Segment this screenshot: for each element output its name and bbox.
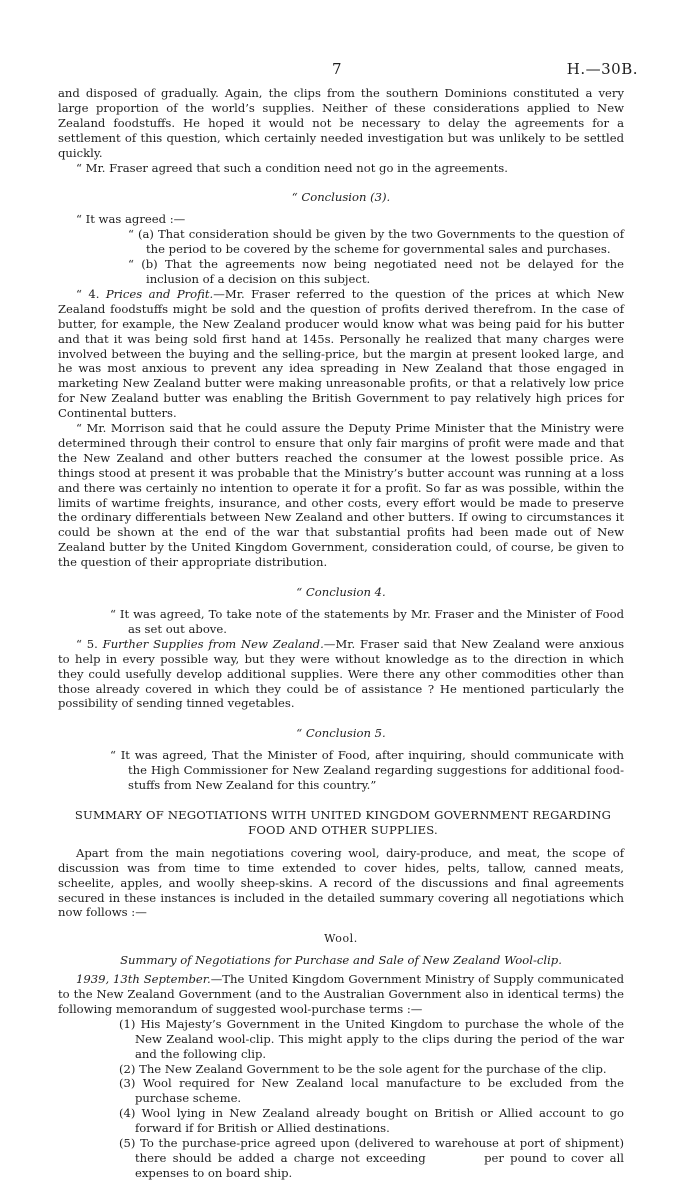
conclusion-heading: “ Conclusion 5.: [296, 726, 386, 741]
item-text: —Mr. Fraser said that New Zealand were anxious to help in every possible way, but they were without knowledge as to the direction in which they could usefully develop additional supplies. Were there any other commodities other than those already covered in which they could be of assistance ? He mentioned particularly the possibility of sending tinned vegetables.: [58, 636, 625, 711]
item-lead: “ 5.: [76, 636, 103, 651]
section-heading: SUMMARY OF NEGOTIATIONS WITH UNITED KINGDOM GOVERNMENT REGARDING FOOD AND OTHER SUPPLIES.: [74, 807, 612, 837]
paragraph: “ Mr. Fraser agreed that such a condition need not go in the agreements.: [76, 160, 508, 175]
paragraph: “ It was agreed :—: [76, 212, 186, 227]
agreement-item: “ (b) That the agreements now being negotiated need not be delayed for the inclusion of a decision on this subject.: [128, 257, 624, 286]
wool-subheading: Summary of Negotiations for Purchase and Sale of New Zealand Wool-clip.: [120, 953, 562, 968]
item-text: —The United Kingdom Government Ministry of Supply communicated to the New Zealand Government (and to the Australian Government also in identical terms) the following memorandum of suggested wool-purchase terms :—: [58, 972, 624, 1016]
paragraph: Apart from the main negotiations covering wool, dairy-produce, and meat, the scope of discussion was from time to time extended to cover hides, pelts, tallow, canned meats, scheelite, apples, and woolly sheep-skins. A record of the discussions and final agreements secured in these instances is included in the detailed summary covering all negotiations which now follows :—: [58, 845, 624, 920]
item-title: Further Supplies from New Zealand.: [102, 636, 324, 651]
list-item: (3) Wool required for New Zealand local manufacture to be excluded from the purchase scheme.: [119, 1076, 624, 1106]
paragraph: “ It was agreed, To take note of the statements by Mr. Fraser and the Minister of Food as set out above.: [110, 607, 624, 636]
document-reference: H.—30B.: [566, 60, 638, 78]
agreement-item: “ (a) That consideration should be given by the two Governments to the question of the period to be covered by the scheme for governmental sales and purchases.: [128, 227, 624, 257]
paragraph: [58, 287, 624, 421]
item-text: —Mr. Fraser referred to the question of the prices at which New Zealand foodstuffs might be sold and the question of profits derived therefrom. In the case of butter, for example, the New Zealand producer would know what was being paid for his butter and that it was being sold first hand at 145s. Personally he realized that many charges were involved between the buying and the selling-price, but the margin at present looked large, and he was most anxious to prevent any idea spreading in New Zealand that those engaged in marketing New Zealand butter were making unreasonable profits, or that a relatively low price for New Zealand butter was enabling the British Government to pay relatively high prices for Continental butters.: [58, 286, 625, 421]
wool-heading: Wool.: [324, 932, 358, 946]
paragraph: [58, 637, 624, 712]
list-item: (4) Wool lying in New Zealand already bought on British or Allied account to go forward if for British or Allied destinations.: [119, 1106, 624, 1136]
item-text: per pound to cover all expenses to on board ship.: [135, 1151, 625, 1180]
paragraph: “ Mr. Morrison said that he could assure the Deputy Prime Minister that the Ministry were determined through their control to ensure that only fair margins of profit were made and that the New Zealand and other butters reached the consumer at the lowest possible price. As things stood at present it was probable that the Ministry’s butter account was running at a loss and there was certainly no intention to operate it for a profit. So far as was possible, within the limits of wartime freights, insurance, and other costs, every effort would be made to preserve the ordinary differentials between New Zealand and other butters. If owing to circumstances it could be shown at the end of the war that substantial profits had been made out of New Zealand butter by the United Kingdom Government, consideration could, of course, be given to the question of their appropriate distribution.: [58, 421, 624, 570]
paragraph: and disposed of gradually. Again, the clips from the southern Dominions constituted a very large proportion of the world’s supplies. Neither of these considerations applied to New Zealand foodstuffs. He hoped it would not be necessary to delay the agreements for a settlement of this question, which certainly needed investigation but was unlikely to be settled quickly.: [58, 86, 624, 160]
conclusion-heading: “ Conclusion 4.: [296, 585, 386, 600]
paragraph: [58, 972, 624, 1017]
list-item: [58, 1136, 624, 1181]
item-title: Prices and Profit.: [105, 286, 214, 301]
conclusion-heading: “ Conclusion (3).: [291, 190, 391, 205]
item-text: (5) To the purchase-price agreed upon (delivered to warehouse at port of shipment) there should be added a charge not exceeding: [119, 1136, 624, 1165]
list-item: (2) The New Zealand Government to be the sole agent for the purchase of the clip.: [119, 1061, 607, 1076]
page-number: 7: [332, 60, 343, 78]
paragraph: “ It was agreed, That the Minister of Food, after inquiring, should communicate with the High Commissioner for New Zealand regarding suggestions for additional food-stuffs from New Zealand for this country.”: [110, 748, 624, 793]
list-item: (1) His Majesty’s Government in the United Kingdom to purchase the whole of the New Zealand wool-clip. This might apply to the clips during the period of the war and the following clip.: [119, 1016, 624, 1061]
date-lead: 1939, 13th September.: [76, 972, 211, 987]
item-lead: “ 4.: [76, 286, 106, 301]
page-body: [58, 86, 624, 1181]
